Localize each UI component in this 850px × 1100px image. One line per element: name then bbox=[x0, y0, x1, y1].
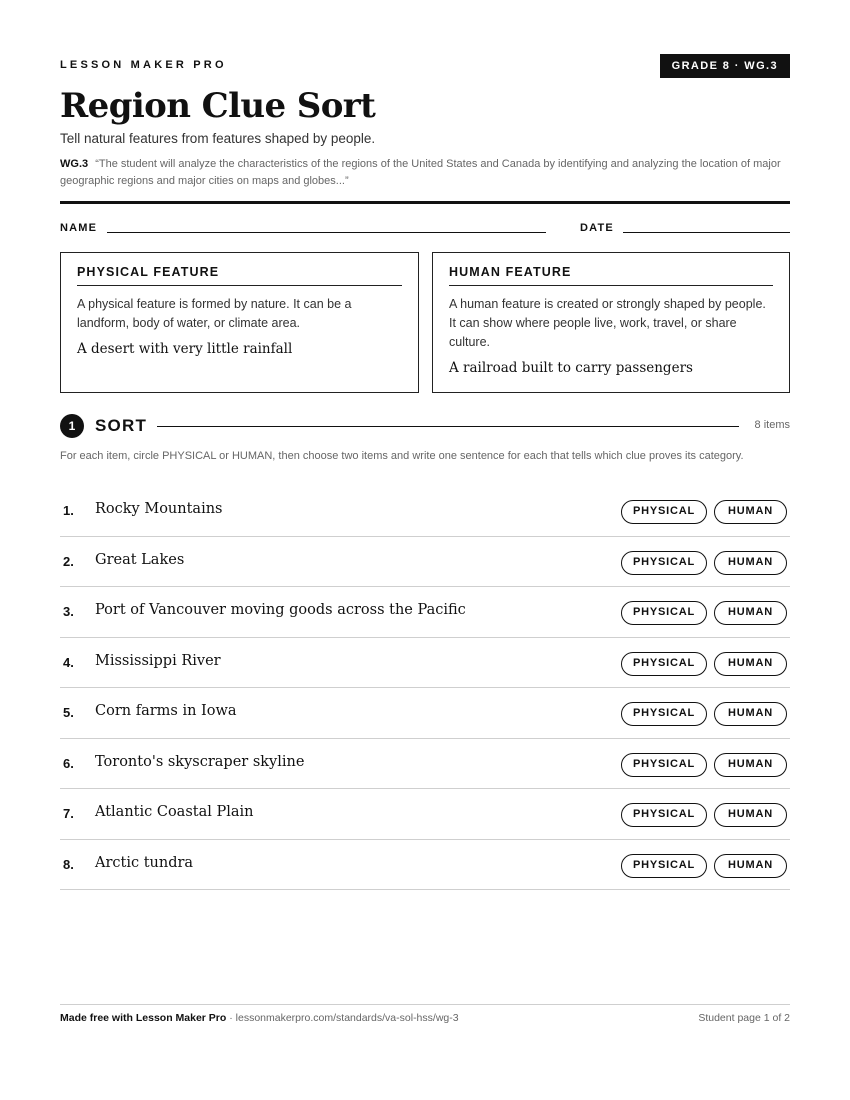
item-number: 5. bbox=[63, 705, 74, 720]
item-text: Rocky Mountains bbox=[95, 501, 223, 517]
human-option[interactable]: HUMAN bbox=[714, 652, 787, 676]
item-number: 7. bbox=[63, 806, 74, 821]
sort-section-header bbox=[60, 414, 790, 438]
date-label: DATE bbox=[580, 222, 614, 234]
physical-option[interactable]: PHYSICAL bbox=[621, 652, 707, 676]
sort-instructions: For each item, circle PHYSICAL or HUMAN, then choose two items and write one sentence for each that tells which clue proves its category. bbox=[60, 450, 744, 462]
item-text: Toronto's skyscraper skyline bbox=[95, 753, 305, 770]
list-item bbox=[60, 587, 790, 638]
standard-text: “The student will analyze the characteristics of the regions of the United States and Canada by identifying and analyzing the location of major geographic regions and major cities on maps and globes...” bbox=[60, 158, 781, 187]
item-number: 8. bbox=[63, 856, 74, 872]
list-item bbox=[60, 537, 790, 588]
physical-option[interactable]: PHYSICAL bbox=[621, 551, 707, 575]
physical-option[interactable]: PHYSICAL bbox=[621, 601, 707, 625]
name-field[interactable] bbox=[107, 232, 546, 233]
footer-maker: Made free with Lesson Maker Pro bbox=[60, 1012, 227, 1024]
item-count: 8 items bbox=[754, 419, 790, 431]
physical-option[interactable]: PHYSICAL bbox=[621, 500, 707, 524]
physical-option[interactable]: PHYSICAL bbox=[621, 753, 707, 777]
name-label: NAME bbox=[60, 222, 98, 234]
item-text: Port of Vancouver moving goods across the Pacific bbox=[95, 602, 466, 618]
definition-cards bbox=[60, 252, 790, 393]
item-number: 6. bbox=[63, 755, 74, 771]
physical-option[interactable]: PHYSICAL bbox=[621, 803, 707, 827]
worksheet-page bbox=[60, 0, 790, 1100]
physical-feature-card bbox=[60, 252, 419, 393]
card-title: HUMAN FEATURE bbox=[449, 265, 773, 286]
grade-badge: GRADE 8 · WG.3 bbox=[660, 54, 790, 78]
human-option[interactable]: HUMAN bbox=[714, 551, 787, 575]
card-example: A railroad built to carry passengers bbox=[449, 360, 693, 376]
item-text: Mississippi River bbox=[95, 652, 221, 669]
physical-option[interactable]: PHYSICAL bbox=[621, 702, 707, 726]
standard-code: WG.3 bbox=[60, 158, 89, 170]
page-subtitle: Tell natural features from features shaped by people. bbox=[60, 131, 376, 146]
list-item bbox=[60, 840, 790, 891]
sort-item-list bbox=[60, 486, 790, 890]
section-number: 1 bbox=[60, 414, 84, 438]
item-number: 4. bbox=[63, 654, 74, 670]
list-item bbox=[60, 789, 790, 840]
footer-separator: · bbox=[226, 1012, 236, 1024]
human-option[interactable]: HUMAN bbox=[714, 500, 787, 524]
item-text: Corn farms in Iowa bbox=[95, 703, 237, 719]
footer-url[interactable]: lessonmakerpro.com/standards/va-sol-hss/wg-3 bbox=[235, 1012, 459, 1024]
list-item bbox=[60, 739, 790, 790]
name-date-row bbox=[60, 221, 790, 237]
list-item bbox=[60, 486, 790, 537]
human-option[interactable]: HUMAN bbox=[714, 803, 787, 827]
item-number: 3. bbox=[63, 604, 74, 619]
date-field[interactable] bbox=[623, 232, 790, 233]
item-number: 1. bbox=[63, 503, 74, 518]
item-text: Atlantic Coastal Plain bbox=[95, 804, 254, 820]
item-text: Arctic tundra bbox=[95, 854, 194, 871]
page-title: Region Clue Sort bbox=[60, 86, 376, 126]
list-item bbox=[60, 688, 790, 739]
card-title: PHYSICAL FEATURE bbox=[77, 265, 402, 286]
standard-description bbox=[60, 156, 790, 190]
brand-name: LESSON MAKER PRO bbox=[60, 59, 227, 71]
human-option[interactable]: HUMAN bbox=[714, 753, 787, 777]
section-title: SORT bbox=[95, 416, 148, 435]
footer-credit bbox=[60, 1012, 459, 1024]
human-feature-card bbox=[432, 252, 790, 393]
item-text: Great Lakes bbox=[95, 551, 185, 568]
card-definition: A physical feature is formed by nature. It can be a landform, body of water, or climate area. bbox=[77, 297, 352, 330]
physical-option[interactable]: PHYSICAL bbox=[621, 854, 707, 878]
human-option[interactable]: HUMAN bbox=[714, 702, 787, 726]
item-number: 2. bbox=[63, 553, 74, 569]
card-example: A desert with very little rainfall bbox=[77, 341, 293, 357]
human-option[interactable]: HUMAN bbox=[714, 601, 787, 625]
page-indicator: Student page 1 of 2 bbox=[698, 1012, 790, 1024]
header-divider bbox=[60, 201, 790, 204]
section-divider bbox=[157, 426, 739, 427]
human-option[interactable]: HUMAN bbox=[714, 854, 787, 878]
list-item bbox=[60, 638, 790, 689]
footer-divider bbox=[60, 1004, 790, 1005]
card-definition: A human feature is created or strongly shaped by people. It can show where people live, work, travel, or share culture. bbox=[449, 297, 766, 349]
